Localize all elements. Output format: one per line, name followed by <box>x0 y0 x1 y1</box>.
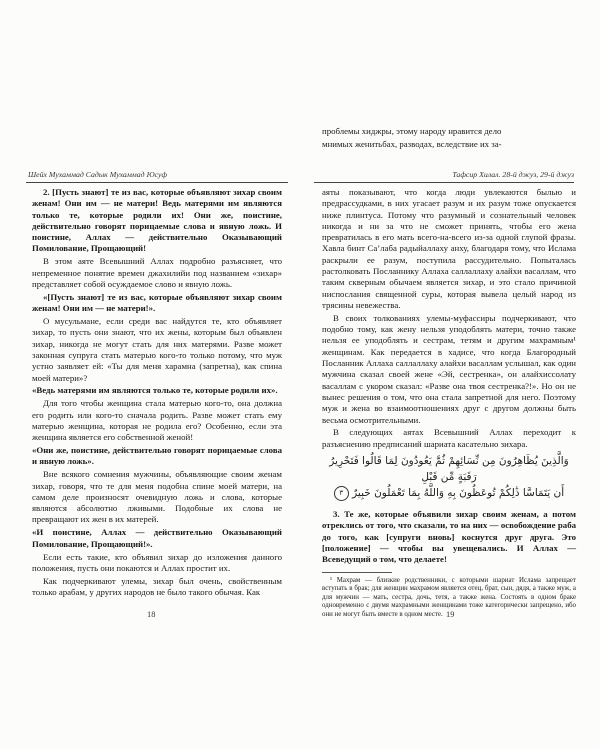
verse-quote: «Ведь матерями им являются только те, которые родили их». <box>32 385 278 396</box>
paragraph: Вне всякого сомнения мужчины, объявляющие своим женам зихар, говоря, что те для меня подобна спине моей матери, на самом деле произносят очевидную ложь и слова, которые являются абсолютно лживыми. Подобные их слова не превращают их жен в их матерей. <box>32 469 282 525</box>
arabic-verse <box>322 453 576 501</box>
arabic-line-1: وَالَّذِينَ يُظَاهِرُونَ مِن نِّسَائِهِمْ ثُمَّ يَعُودُونَ لِمَا قَالُوا فَتَحْرِيرُ رَقَبَةٍ مِّن قَبْلِ <box>329 455 569 484</box>
right-header-rule <box>314 182 574 183</box>
right-page-body <box>322 187 576 619</box>
text-line: проблемы хиджры, этому народу нравится дело <box>322 126 502 136</box>
left-header-rule <box>26 182 288 183</box>
verse-quote: «[Пусть знают] те из вас, которые объявляют зихар своим женам! Они им — не матери!». <box>32 291 282 314</box>
footnote-rule <box>322 572 392 573</box>
paragraph: О мусульмане, если среди вас найдутся те, кто объявляет зихар, то пусть они знают, что их жены, которым был объявлен зихар, никогда не могут стать для них матерями. Разве может законная супруга стать матерью кого-то только потому, что муж устно заявляет ей: «Ты для меня харамна (запретна), как спина моей матери»? <box>32 316 282 383</box>
ayah-number-marker: ٣ <box>334 486 349 501</box>
arabic-line-2 <box>322 485 576 501</box>
verse-3: 3. Те же, которые объявили зихар своим женам, а потом отреклись от того, что сказали, то на них — освобождение раба до того, как [супруги вновь] коснутся друг друга. Это [положение] — чтобы вы увещевались. И Аллах — Всеведущий о том, что делаете! <box>322 509 576 565</box>
paragraph: В этом аяте Всевышний Аллах подробно разъясняет, что непременное понятие времен джахилийи под названием «зихар» представляет собой осуждаемое слово и явную ложь. <box>32 256 282 289</box>
left-running-header: Шейх Мухаммад Садык Мухаммад Юсуф <box>28 170 168 179</box>
right-page-top-lines <box>322 126 576 152</box>
left-page-number: 18 <box>147 610 156 619</box>
paragraph: Для того чтобы женщина стала матерью кого-то, она должна его родить или кого-то сначала родить. Разве может стать ему матерью женщина, которая не родила его? Особенно, если эта женщина является его собственной женой! <box>32 398 282 443</box>
paragraph: Если есть такие, кто объявил зихар до изложения данного положения, пусть они покаются и Аллах простит их. <box>32 551 282 573</box>
right-page <box>300 0 600 750</box>
left-page-body <box>32 187 282 600</box>
footnote-text: ¹ Махрам — близкие родственники, с которыми шариат Ислама запрещает вступать в брак; для женщин махрамом является отец, брат, сын, дядя, а также муж, а для мужчин — мать, сестра, дочь, тетя, а также жена. Состоять в одном браке одновременно с двумя махрамными женщинами тоже категорически запрещено, ибо они не могут быть вместе в одном месте. <box>322 576 576 618</box>
paragraph: аяты показывают, что когда люди увлекаются былью и предрассудками, в них угасает разум и их разум тоже опускается ниже плинтуса. Потому что разумный и сознательный человек никогда и ни за что не сможет принять, чтобы его жена превратилась в его мать всего-на-всего из-за одной глупой фразы. Хавла бинт Са’лаба радыйаллаху анху, благодаря тому, что Ислама раскрыли ее разум, поступила рассудительно. Попыталась растолковать Посланнику Аллаха саллаллаху алайхи васаллам, что таким скверным обычаем является зихар, и это стало причиной ниспослания священной суры, которая вывела целый народ из трясины невежества. <box>322 187 576 310</box>
paragraph: В своих толкованиях улемы-муфассиры подчеркивают, что подобно тому, как жену нельзя уподоблять матери, точно также нельзя ее уподоблять и сестрам, тетям и другим махрамным¹ женщинам. Как передается в хадисе, что когда Благородный Посланник Аллаха саллаллаху алайхи васаллам услышал, как один мужчина сказал своей жене «Эй, сестренка», он алайхиссолату васаллам с укором сказал: «Разве она твоя сестренка?!». Но он не вынес решения о том, что она стала запретной для него. Поэтому муж и жена во взаимоотношениях друг с другом должны быть весьма осмотрительными. <box>322 312 576 425</box>
text-line: мнимых женитьбах, разводах, вследствие их за- <box>322 138 502 149</box>
paragraph: В следующих аятах Всевышний Аллах переходит к разъяснению предписаний шариата касательно зихара. <box>322 427 576 449</box>
paragraph: Как подчеркивают улемы, зихар был очень, свойственным только арабам, у других народов не было такого обычая. Как <box>32 575 282 598</box>
right-page-number: 19 <box>446 610 455 619</box>
arabic-line-2-text: أَن يَتَمَاسَّا ذَٰلِكُمْ تُوعَظُونَ بِهِ وَاللَّهُ بِمَا تَعْمَلُونَ خَبِيرٌ <box>352 487 565 500</box>
verse-2: 2. [Пусть знают] те из вас, которые объявляют зихар своим женам! Они им — не матери! Ведь матерями им являются только те, которые родили их! Они же, поистине, действительно говорят порицаемые слова и явную ложь. И поистине, Аллах — действительно Оказывающий Помилование, Прощающий! <box>32 187 282 254</box>
right-running-header: Тафсир Хилал. 28-й джуз, 29-й джуз <box>452 170 574 179</box>
verse-quote: «Они же, поистине, действительно говорят порицаемые слова и явную ложь». <box>32 445 282 467</box>
verse-quote: «И поистине, Аллах — действительно Оказывающий Помилование, Прощающий!». <box>32 527 282 549</box>
